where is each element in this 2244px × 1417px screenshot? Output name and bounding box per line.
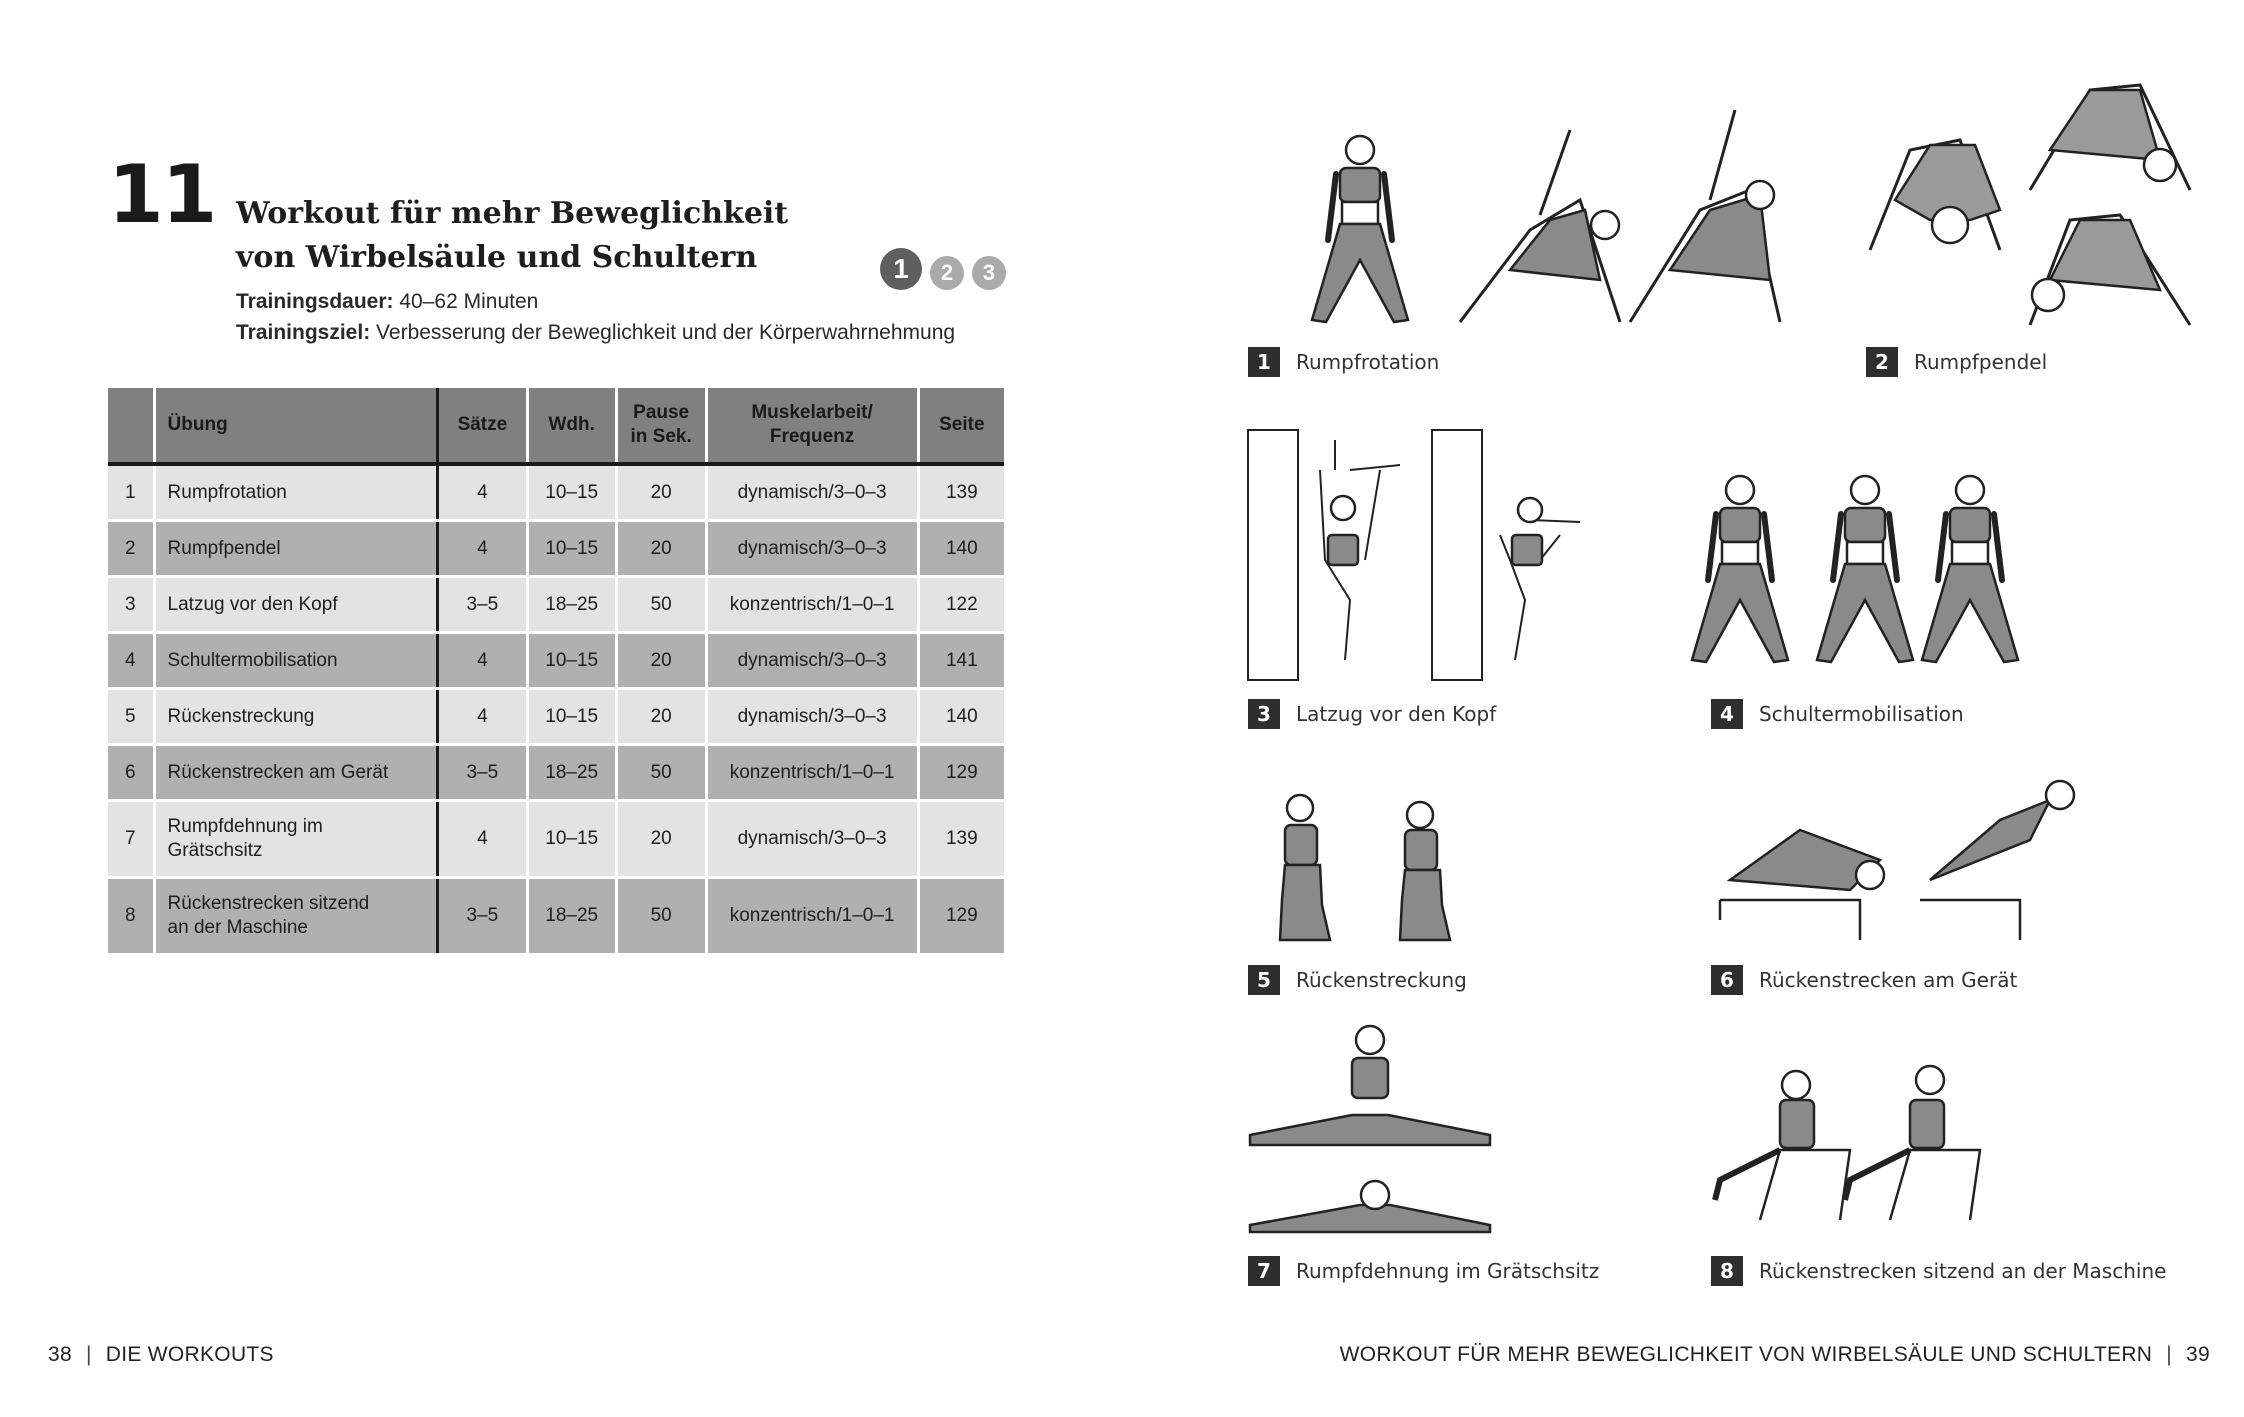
workout-table xyxy=(108,388,1004,956)
table-cell: 20 xyxy=(616,521,706,577)
duration-label: Trainingsdauer: xyxy=(236,290,394,313)
workout-title-line2: von Wirbelsäule und Schultern xyxy=(236,240,758,275)
caption-7 xyxy=(1248,1256,1599,1286)
level-badge-2: 2 xyxy=(930,256,964,290)
table-cell: 50 xyxy=(616,577,706,633)
table-cell: 4 xyxy=(438,464,527,521)
level-badge-3: 3 xyxy=(972,256,1006,290)
table-cell: 129 xyxy=(918,745,1004,801)
table-cell: dynamisch/3–0–3 xyxy=(706,801,918,878)
illustration-schultermobilisation xyxy=(1692,476,2018,662)
workout-title-line1: Workout für mehr Beweglichkeit xyxy=(236,196,789,231)
training-goal xyxy=(236,321,955,345)
table-cell: 10–15 xyxy=(527,464,616,521)
table-cell: 140 xyxy=(918,689,1004,745)
caption-text: Rückenstrecken sitzend an der Maschine xyxy=(1759,1259,2167,1283)
illustration-rumpfrotation xyxy=(1312,110,1780,322)
table-cell: Rückenstreckung xyxy=(154,689,438,745)
table-cell: 3–5 xyxy=(438,577,527,633)
table-cell: 18–25 xyxy=(527,577,616,633)
caption-5 xyxy=(1248,965,1467,995)
table-cell: 7 xyxy=(108,801,154,878)
table-cell: konzentrisch/1–0–1 xyxy=(706,878,918,955)
table-cell: 10–15 xyxy=(527,689,616,745)
exercise-illustrations xyxy=(1240,0,2244,1300)
table-cell: 6 xyxy=(108,745,154,801)
table-cell: 18–25 xyxy=(527,878,616,955)
table-cell: 4 xyxy=(438,689,527,745)
footer-separator: | xyxy=(85,1343,92,1366)
table-cell: 139 xyxy=(918,464,1004,521)
footer-right xyxy=(1340,1343,2210,1367)
caption-number: 7 xyxy=(1248,1256,1280,1286)
header-page: Seite xyxy=(918,388,1004,464)
header-reps: Wdh. xyxy=(527,388,616,464)
header-muscle-frequency: Muskelarbeit/ Frequenz xyxy=(706,388,918,464)
table-row xyxy=(108,689,1004,745)
caption-text: Rumpfrotation xyxy=(1296,350,1440,374)
illustration-rueckenstreckung xyxy=(1280,795,1450,940)
table-cell: 4 xyxy=(438,801,527,878)
table-cell: Rückenstrecken am Gerät xyxy=(154,745,438,801)
illustration-rueckenstrecken-sitzend xyxy=(1715,1066,1980,1220)
table-row xyxy=(108,801,1004,878)
table-cell: 1 xyxy=(108,464,154,521)
caption-4 xyxy=(1711,699,1964,729)
difficulty-levels xyxy=(880,248,1006,290)
workout-number: 11 xyxy=(108,148,216,241)
illustration-rueckenstrecken-geraet xyxy=(1720,781,2074,940)
header-pause: Pause in Sek. xyxy=(616,388,706,464)
table-row xyxy=(108,521,1004,577)
caption-text: Rückenstrecken am Gerät xyxy=(1759,968,2018,992)
table-row xyxy=(108,464,1004,521)
page-number-left: 38 xyxy=(48,1343,72,1366)
table-cell: Rumpfdehnung im Grätschsitz xyxy=(154,801,438,878)
table-cell: 3 xyxy=(108,577,154,633)
table-cell: 20 xyxy=(616,464,706,521)
table-cell: 20 xyxy=(616,689,706,745)
level-badge-1-active: 1 xyxy=(880,248,922,290)
table-cell: 141 xyxy=(918,633,1004,689)
table-cell: 18–25 xyxy=(527,745,616,801)
table-cell: 50 xyxy=(616,745,706,801)
training-duration xyxy=(236,290,538,314)
table-cell: dynamisch/3–0–3 xyxy=(706,521,918,577)
caption-number: 2 xyxy=(1866,347,1898,377)
table-cell: konzentrisch/1–0–1 xyxy=(706,577,918,633)
caption-6 xyxy=(1711,965,2017,995)
table-row xyxy=(108,577,1004,633)
table-cell: Rumpfrotation xyxy=(154,464,438,521)
caption-text: Rumpfdehnung im Grätschsitz xyxy=(1296,1259,1600,1283)
table-cell: 10–15 xyxy=(527,801,616,878)
caption-2 xyxy=(1866,347,2047,377)
table-cell: konzentrisch/1–0–1 xyxy=(706,745,918,801)
table-cell: 129 xyxy=(918,878,1004,955)
caption-number: 3 xyxy=(1248,699,1280,729)
illustration-rumpfpendel xyxy=(1870,85,2190,325)
table-cell: 4 xyxy=(438,521,527,577)
table-cell: 5 xyxy=(108,689,154,745)
table-cell: 50 xyxy=(616,878,706,955)
caption-number: 6 xyxy=(1711,965,1743,995)
caption-number: 4 xyxy=(1711,699,1743,729)
caption-number: 8 xyxy=(1711,1256,1743,1286)
table-cell: dynamisch/3–0–3 xyxy=(706,633,918,689)
table-cell: dynamisch/3–0–3 xyxy=(706,464,918,521)
section-title-right: WORKOUT FÜR MEHR BEWEGLICHKEIT VON WIRBELSÄULE UND SCHULTERN xyxy=(1339,1343,2153,1366)
caption-text: Rumpfpendel xyxy=(1914,350,2048,374)
caption-number: 1 xyxy=(1248,347,1280,377)
caption-1 xyxy=(1248,347,1439,377)
table-row xyxy=(108,878,1004,955)
page-number-right: 39 xyxy=(2186,1343,2210,1366)
header-sets: Sätze xyxy=(438,388,527,464)
caption-text: Schultermobilisation xyxy=(1759,702,1964,726)
caption-text: Rückenstreckung xyxy=(1296,968,1467,992)
table-cell: 10–15 xyxy=(527,521,616,577)
table-cell: 3–5 xyxy=(438,745,527,801)
table-cell: Schultermobilisation xyxy=(154,633,438,689)
table-cell: 122 xyxy=(918,577,1004,633)
section-title-left: DIE WORKOUTS xyxy=(105,1343,274,1366)
header-num xyxy=(108,388,154,464)
header-exercise: Übung xyxy=(154,388,438,464)
table-cell: 8 xyxy=(108,878,154,955)
caption-8 xyxy=(1711,1256,2166,1286)
table-cell: 20 xyxy=(616,801,706,878)
caption-number: 5 xyxy=(1248,965,1280,995)
illustration-rumpfdehnung xyxy=(1250,1026,1490,1232)
caption-3 xyxy=(1248,699,1496,729)
table-cell: 3–5 xyxy=(438,878,527,955)
table-cell: 10–15 xyxy=(527,633,616,689)
table-row xyxy=(108,745,1004,801)
table-row xyxy=(108,633,1004,689)
table-cell: dynamisch/3–0–3 xyxy=(706,689,918,745)
footer-left xyxy=(48,1343,274,1367)
goal-label: Trainingsziel: xyxy=(236,321,371,344)
table-cell: 140 xyxy=(918,521,1004,577)
goal-value: Verbesserung der Beweglichkeit und der Körperwahrnehmung xyxy=(376,321,956,344)
footer-separator: | xyxy=(2166,1343,2173,1366)
caption-text: Latzug vor den Kopf xyxy=(1296,702,1497,726)
table-header-row xyxy=(108,388,1004,464)
table-cell: 4 xyxy=(438,633,527,689)
table-cell: Rumpfpendel xyxy=(154,521,438,577)
table-cell: Latzug vor den Kopf xyxy=(154,577,438,633)
table-cell: 139 xyxy=(918,801,1004,878)
table-cell: Rückenstrecken sitzend an der Maschine xyxy=(154,878,438,955)
table-cell: 2 xyxy=(108,521,154,577)
duration-value: 40–62 Minuten xyxy=(399,290,539,313)
table-cell: 20 xyxy=(616,633,706,689)
workout-title xyxy=(236,192,788,280)
table-cell: 4 xyxy=(108,633,154,689)
